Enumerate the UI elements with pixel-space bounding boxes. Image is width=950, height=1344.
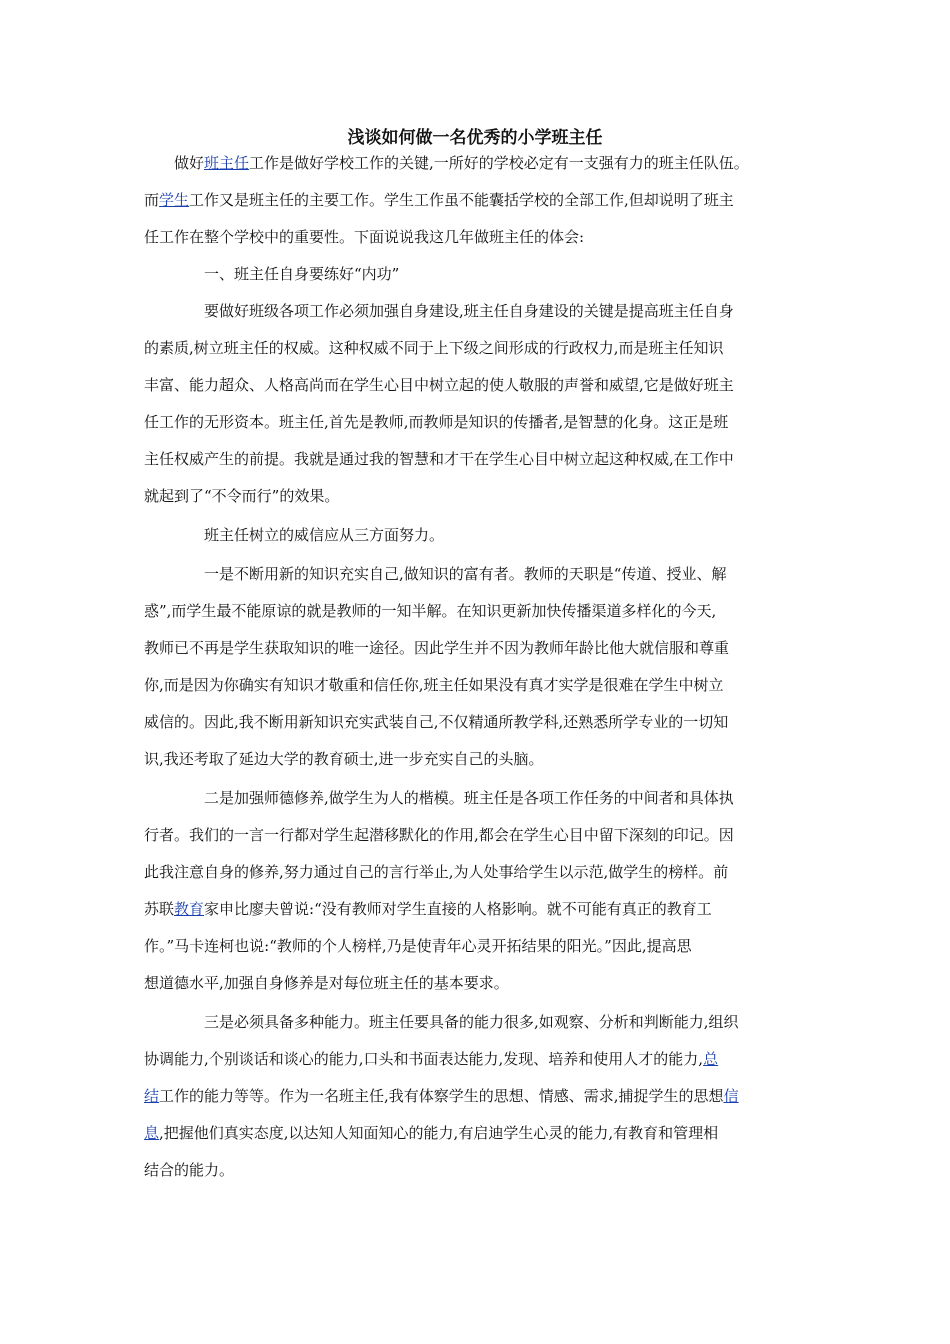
paragraph-line: [144, 897, 824, 921]
paragraph-line: 识,我还考取了延边大学的教育硕士,进一步充实自己的头脑。: [144, 750, 544, 768]
paragraph-line: 任工作在整个学校中的重要性。下面说说我这几年做班主任的体会:: [144, 228, 585, 246]
link-xinxi[interactable]: 信: [723, 1087, 739, 1105]
paragraph-line: 任工作的无形资本。班主任,首先是教师,而教师是知识的传播者,是智慧的化身。这正是班: [144, 413, 729, 431]
text-run: 而: [144, 191, 160, 209]
paragraph-line: 行者。我们的一言一行都对学生起潜移默化的作用,都会在学生心目中留下深刻的印记。因: [144, 826, 734, 844]
paragraph-line: [144, 1121, 824, 1145]
paragraph-line: 丰富、能力超众、人格高尚而在学生心目中树立起的使人敬服的声誉和威望,它是做好班主: [144, 376, 734, 394]
section-heading: 一、班主任自身要练好“内功”: [204, 265, 400, 283]
paragraph-line: 威信的。因此,我不断用新知识充实武装自己,不仅精通所教学科,还熟悉所学专业的一切知: [144, 713, 729, 731]
paragraph-line: 一是不断用新的知识充实自己,做知识的富有者。教师的天职是“传道、授业、解: [204, 565, 727, 583]
paragraph-line: 要做好班级各项工作必须加强自身建设,班主任自身建设的关键是提高班主任自身: [204, 302, 734, 320]
text-run: ,把握他们真实态度,以达知人知面知心的能力,有启迪学生心灵的能力,有教育和管理相: [159, 1124, 719, 1142]
text-run: 家申比廖夫曾说:“没有教师对学生直接的人格影响。就不可能有真正的教育工: [204, 900, 712, 918]
link-jiaoyu[interactable]: 教育: [174, 900, 205, 918]
text-run: 苏联: [144, 900, 175, 918]
paragraph-line: 班主任树立的威信应从三方面努力。: [204, 526, 445, 544]
paragraph-line: 作。”马卡连柯也说:“教师的个人榜样,乃是使青年心灵开拓结果的阳光。”因此,提高思: [144, 937, 692, 955]
paragraph-line: [144, 188, 824, 212]
paragraph-line: 就起到了“不令而行”的效果。: [144, 487, 340, 505]
paragraph-line: 主任权威产生的前提。我就是通过我的智慧和才干在学生心目中树立起这种权威,在工作中: [144, 450, 734, 468]
link-zongjie[interactable]: 总: [703, 1050, 719, 1068]
text-run: 工作的能力等等。作为一名班主任,我有体察学生的思想、情感、需求,捕捉学生的思想: [159, 1087, 724, 1105]
document-title: 浅谈如何做一名优秀的小学班主任: [347, 128, 603, 148]
link-banzhuren[interactable]: 班主任: [204, 154, 250, 172]
text-run: 协调能力,个别谈话和谈心的能力,口头和书面表达能力,发现、培养和使用人才的能力,: [144, 1050, 704, 1068]
paragraph-line: [144, 1084, 824, 1108]
text-run: 工作又是班主任的主要工作。学生工作虽不能囊括学校的全部工作,但却说明了班主: [189, 191, 734, 209]
paragraph-line: 此我注意自身的修养,努力通过自己的言行举止,为人处事给学生以示范,做学生的榜样。前: [144, 863, 729, 881]
paragraph-line: 惑”,而学生最不能原谅的就是教师的一知半解。在知识更新加快传播渠道多样化的今天,: [144, 602, 717, 620]
paragraph-line: [144, 1047, 824, 1071]
paragraph-line: 的素质,树立班主任的权威。这种权威不同于上下级之间形成的行政权力,而是班主任知识: [144, 339, 724, 357]
link-xuesheng[interactable]: 学生: [159, 191, 190, 209]
paragraph-line: [174, 151, 824, 175]
paragraph-line: 想道德水平,加强自身修养是对每位班主任的基本要求。: [144, 974, 509, 992]
paragraph-line: 二是加强师德修养,做学生为人的楷模。班主任是各项工作任务的中间者和具体执: [204, 789, 734, 807]
paragraph-line: 三是必须具备多种能力。班主任要具备的能力很多,如观察、分析和判断能力,组织: [204, 1013, 739, 1031]
text-run: 工作是做好学校工作的关键,一所好的学校必定有一支强有力的班主任队伍。: [249, 154, 749, 172]
paragraph-line: 你,而是因为你确实有知识才敬重和信任你,班主任如果没有真才实学是很难在学生中树立: [144, 676, 724, 694]
paragraph-line: 教师已不再是学生获取知识的唯一途径。因此学生并不因为教师年龄比他大就信服和尊重: [144, 639, 730, 657]
text-run: 做好: [174, 154, 205, 172]
paragraph-line: 结合的能力。: [144, 1161, 235, 1179]
link-xinxi[interactable]: 息: [144, 1124, 160, 1142]
link-zongjie[interactable]: 结: [144, 1087, 160, 1105]
